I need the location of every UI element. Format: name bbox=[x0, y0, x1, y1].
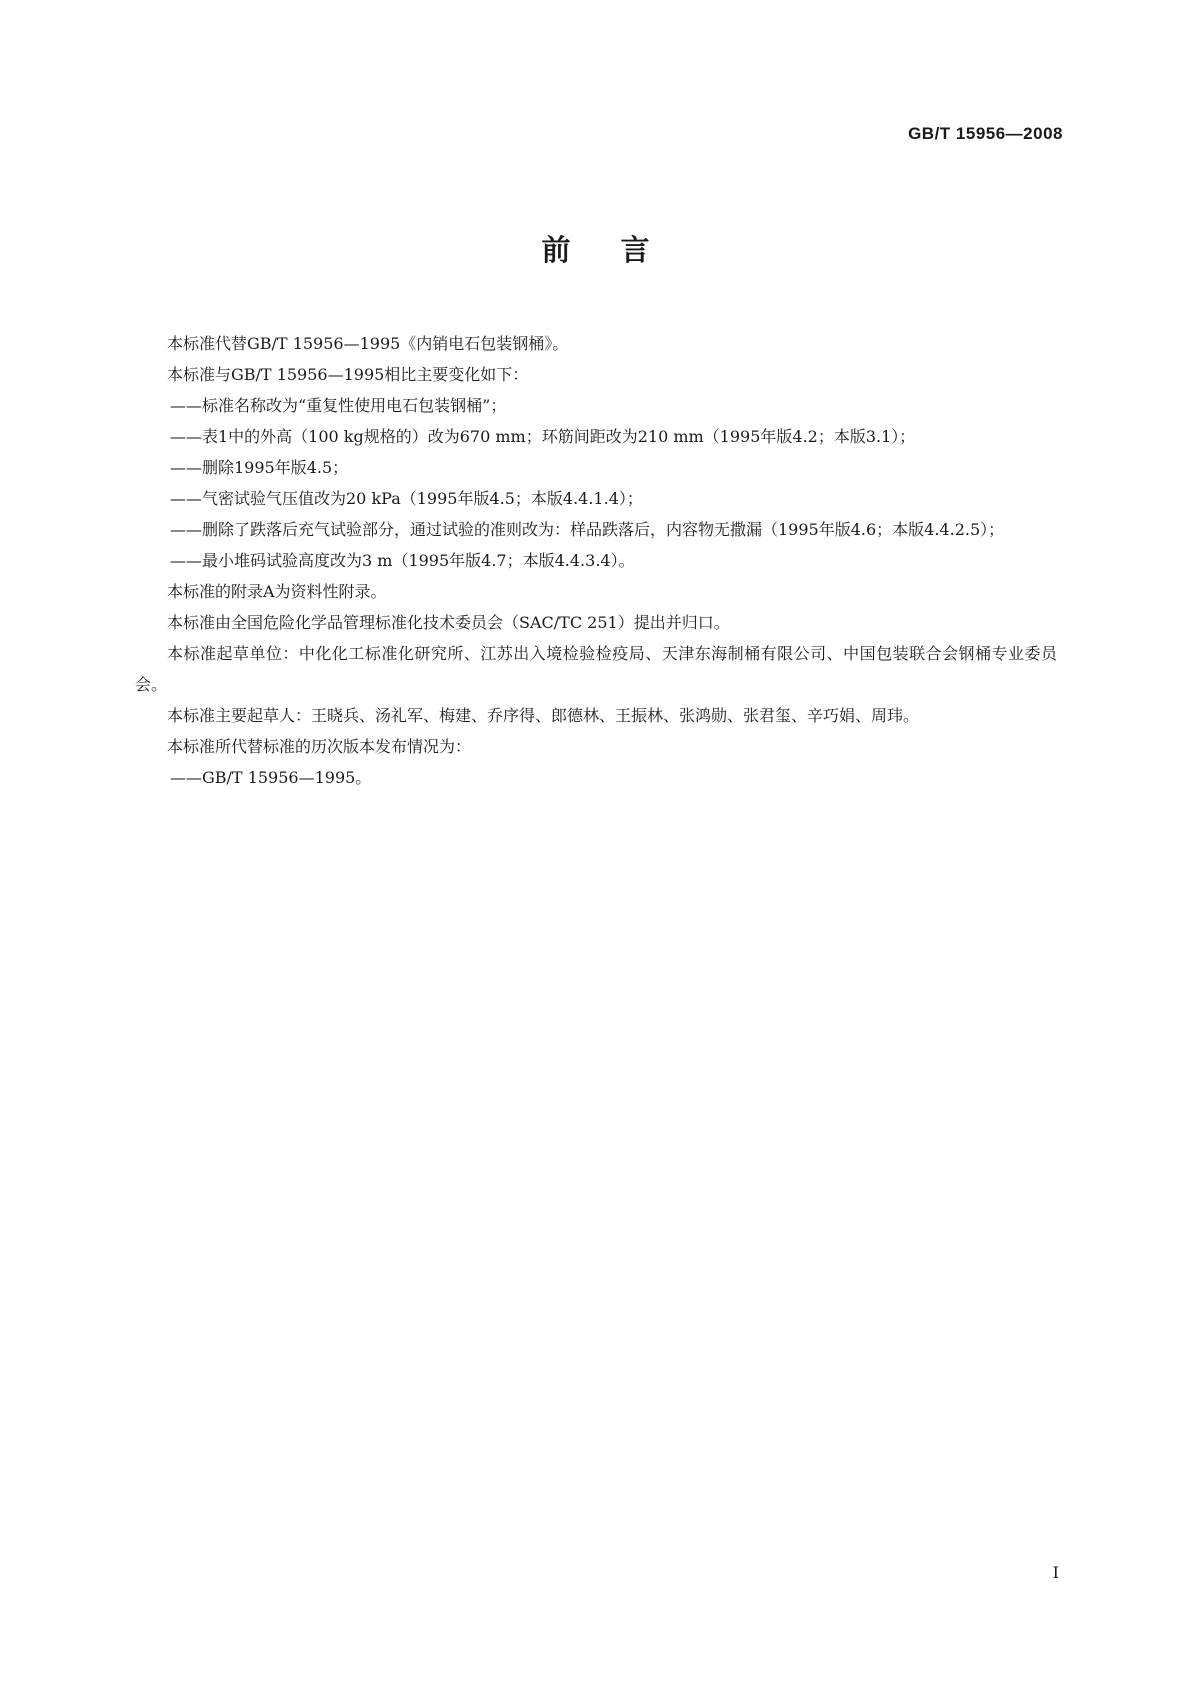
change-item-table1: ——表1中的外高（100 kg规格的）改为670 mm；环筋间距改为210 mm（1995年版4.2；本版3.1）； bbox=[170, 427, 916, 446]
standard-code: GB/T 15956—2008 bbox=[908, 124, 1063, 143]
paragraph-annex: 本标准的附录A为资料性附录。 bbox=[167, 582, 387, 601]
change-item-delete: ——删除1995年版4.5； bbox=[170, 458, 349, 477]
change-item-stacking: ——最小堆码试验高度改为3 m（1995年版4.7；本版4.4.3.4）。 bbox=[170, 551, 635, 570]
foreword-body bbox=[135, 328, 1057, 793]
change-item-drop: ——删除了跌落后充气试验部分，通过试验的准则改为：样品跌落后，内容物无撒漏（1995年版4.6；本版4.4.2.5）； bbox=[170, 520, 1005, 539]
page-title: 前言 bbox=[541, 233, 700, 267]
page-number: I bbox=[1052, 1563, 1059, 1582]
change-item-airtight: ——气密试验气压值改为20 kPa（1995年版4.5；本版4.4.1.4）； bbox=[170, 489, 643, 508]
paragraph-history: 本标准所代替标准的历次版本发布情况为： bbox=[167, 737, 472, 756]
paragraph-proposer: 本标准由全国危险化学品管理标准化技术委员会（SAC/TC 251）提出并归口。 bbox=[167, 613, 730, 632]
paragraph-drafting-units: 本标准起草单位：中化化工标准化研究所、江苏出入境检验检疫局、天津东海制桶有限公司、中国包装联合会钢桶专业委员会。 bbox=[135, 644, 1057, 694]
paragraph-main-changes: 本标准与GB/T 15956—1995相比主要变化如下： bbox=[167, 365, 529, 384]
paragraph-replaces: 本标准代替GB/T 15956—1995《内销电石包装钢桶》。 bbox=[167, 334, 569, 353]
paragraph-drafters: 本标准主要起草人：王晓兵、汤礼军、梅建、乔序得、郎德林、王振林、张鸿勋、张君玺、辛巧娟、周玮。 bbox=[167, 706, 920, 725]
history-item: ——GB/T 15956—1995。 bbox=[170, 768, 372, 787]
change-item-title: ——标准名称改为“重复性使用电石包装钢桶”； bbox=[170, 396, 507, 415]
